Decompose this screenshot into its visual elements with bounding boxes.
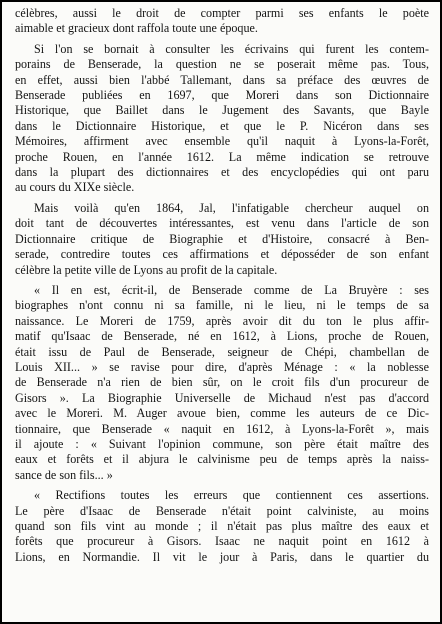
paragraph-2 (15, 42, 429, 196)
text-line: porains de Benserade, la question ne se poserait même pas. Tous, (15, 57, 429, 72)
text-line: Le père d'Isaac de Benserade n'était point calviniste, au moins (15, 503, 429, 518)
text-line: quand son fils vint au monde ; il n'était pas plus maître des eaux et (15, 519, 429, 533)
text-line: eaux et forêts et il abjura le calvinisme peu de temps après la naiss- (15, 452, 429, 467)
paragraph-3 (15, 201, 429, 278)
text-line: tionnaire, que Benserade « naquit en 1612, à Lyons-la-Forêt », mais (15, 421, 429, 436)
paragraph-1 (15, 6, 429, 37)
text-line: biographes n'ont connu ni sa famille, ni le lieu, ni le temps de sa (15, 298, 429, 313)
text-line: au cours du XIXe siècle. (15, 180, 135, 195)
text-line: Mémoires, affirment avec ensemble qu'il naquit à Lyons-la-Forêt, (15, 134, 429, 149)
text-line: forêts que procureur à Gisors. Isaac ne naquit point en 1612 à (15, 534, 429, 549)
text-line: serade, contredire toutes ces affirmations et déposséder de son enfant (15, 247, 429, 262)
text-line: « Rectifions toutes les erreurs que contiennent ces assertions. (34, 488, 429, 503)
text-line: Dictionnaire critique de Biographie et d'Histoire, consacré à Ben- (15, 231, 429, 246)
text-line: Si l'on se bornait à consulter les écrivains qui furent les contem- (34, 41, 429, 56)
text-line: était issu de Paul de Benserade, seigneur de Chépi, chambellan de (15, 344, 429, 359)
text-line: aimable et gracieux dont raffola toute une époque. (15, 21, 258, 36)
text-line: de Benserade n'a rien de bien sûr, on le croit fils d'un procureur de (15, 375, 429, 390)
text-line: naissance. Le Moreri de 1759, après avoir dit du ton le plus affir- (15, 313, 429, 328)
text-line: « Il en est, écrit-il, de Benserade comme de La Bruyère : ses (34, 282, 429, 297)
text-line: Louis XII... » se ravise pour dire, d'après Ménage : « la noblesse (15, 359, 429, 374)
text-line: sance de son fils... » (15, 467, 113, 482)
text-line: dans le Dictionnaire Historique, et que le P. Nicéron dans ses (15, 118, 429, 133)
text-line: Lions, en Normandie. Il vit le jour à Paris, dans le quartier du (15, 549, 429, 564)
text-line: Mais voilà qu'en 1864, Jal, l'infatigable chercheur auquel on (34, 200, 429, 215)
text-line: en effet, aussi bien l'abbé Tallemant, dans sa préface des œuvres de (15, 72, 429, 87)
text-line: dans la plupart des dictionnaires et des encyclopédies qui ont paru (15, 165, 429, 180)
text-line: proche Rouen, en l'année 1612. La même indication se retrouve (15, 149, 429, 164)
page-text (15, 6, 429, 565)
text-line: célèbres, aussi le droit de compter parmi ses enfants le poète (15, 6, 429, 20)
text-line: célèbre la petite ville de Lyons au profit de la capitale. (15, 262, 278, 277)
text-line: Gisors ». La Biographie Universelle de Michaud n'est pas d'accord (15, 390, 429, 405)
paragraph-4 (15, 283, 429, 483)
paragraph-5 (15, 488, 429, 565)
text-line: il ajoute : « Suivant l'opinion commune, son père était maître des (15, 436, 429, 451)
text-line: Historique, que Baillet dans le Jugement des Savants, que Bayle (15, 103, 429, 118)
text-line: Benserade publiées en 1697, que Moreri dans son Dictionnaire (15, 88, 429, 103)
text-line: matif qu'Isaac de Benserade, né en 1612, à Lions, proche de Rouen, (15, 329, 429, 344)
text-line: doit tant de découvertes intéressantes, est venu dans l'article de son (15, 216, 429, 231)
text-line: avec le Moreri. M. Auger avoue bien, comme les auteurs de ce Dic- (15, 406, 429, 421)
